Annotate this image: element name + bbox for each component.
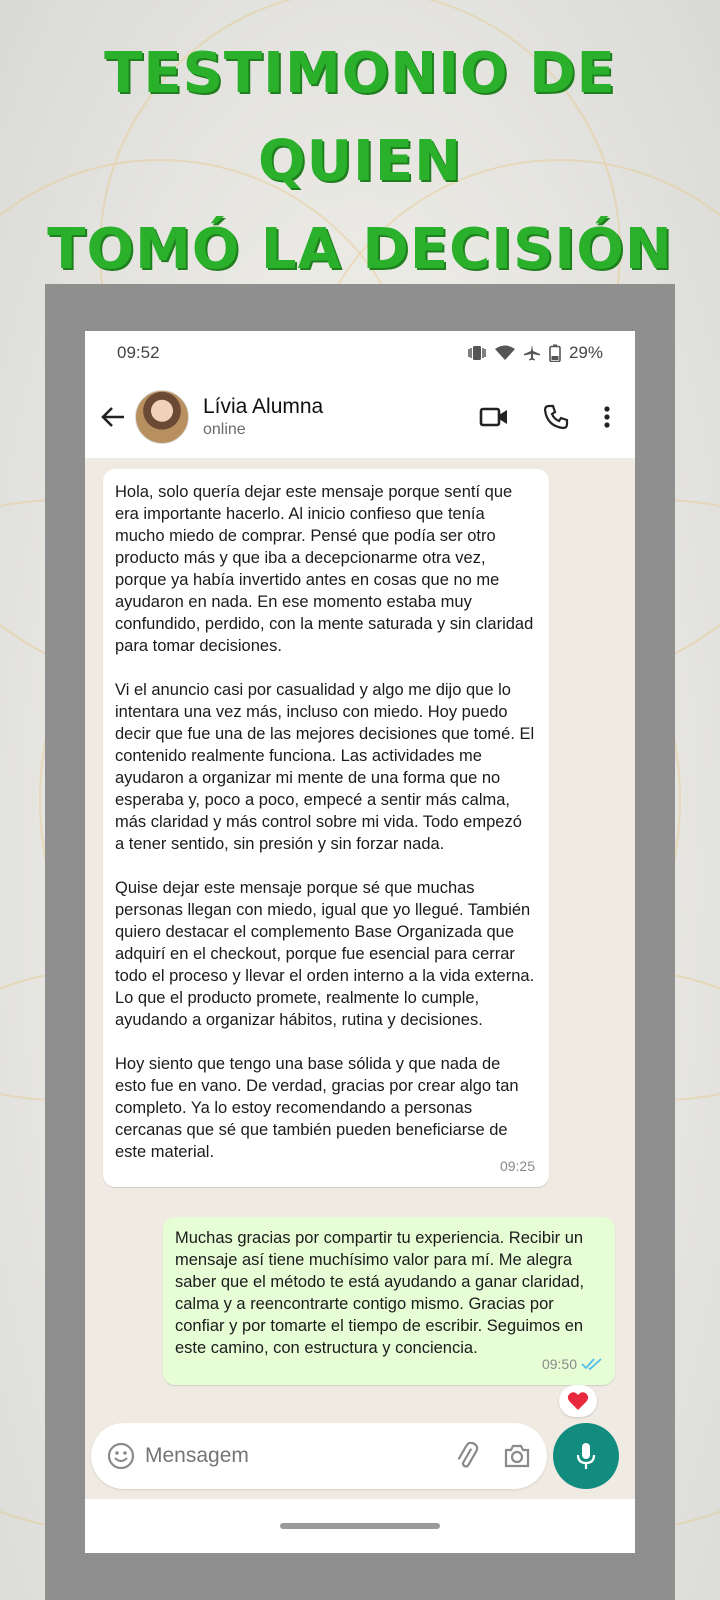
message-text: Muchas gracias por compartir tu experiencia. Recibir un mensaje así tiene muchísimo valor para mí. Me alegra saber que el método te está ayudando a ganar claridad, calma y a reencontrarte contigo mismo. Gracias por confiar y por tomarte el tiempo de escribir. Seguimos en este camino, con estructura y conciencia. xyxy=(175,1229,585,1357)
contact-name: Lívia Alumna xyxy=(203,394,324,418)
back-arrow-icon xyxy=(100,404,126,430)
double-check-icon xyxy=(581,1357,603,1371)
heart-icon xyxy=(567,1391,589,1411)
battery-icon xyxy=(549,344,561,362)
chat-header xyxy=(85,375,635,459)
contact-status: online xyxy=(203,420,246,438)
mic-icon xyxy=(575,1441,597,1471)
more-options-icon[interactable] xyxy=(603,405,611,429)
phone-call-icon[interactable] xyxy=(543,404,569,430)
chat-area[interactable] xyxy=(85,459,635,1553)
message-paragraph: Hola, solo quería dejar este mensaje porque sentí que era importante hacerlo. Al inicio confieso que tenía mucho miedo de comprar. Pensé que podía ser otro producto más y que iba a decepcionarme otra vez, porque ya había invertido antes en cosas que no me ayudaron en nada. En ese momento estaba muy confundido, perdido, con la mente saturada y sin claridad para tomar decisiones. xyxy=(115,483,534,655)
phone-screen xyxy=(85,331,635,1553)
airplane-icon xyxy=(523,344,541,362)
contact-avatar[interactable] xyxy=(135,390,189,444)
status-icons xyxy=(467,343,603,363)
message-time: 09:50 xyxy=(541,1356,577,1372)
wifi-icon xyxy=(495,345,515,361)
message-composer[interactable] xyxy=(91,1423,547,1489)
message-paragraph: Quise dejar este mensaje porque sé que muchas personas llegan con miedo, igual que yo llegué. También quiero destacar el complemento Base Organizada que adquirí en el checkout, porque fue esencial para cerrar todo el proceso y llevar el orden interno a la vida externa. Lo que el producto promete, realmente lo cumple, ayudando a organizar hábitos, rutina y decisiones. xyxy=(115,879,535,1029)
status-bar xyxy=(85,331,635,375)
voice-message-button[interactable] xyxy=(553,1423,619,1489)
contact-info[interactable] xyxy=(203,395,479,439)
message-time: 09:25 xyxy=(499,1158,535,1174)
system-navigation-bar xyxy=(85,1499,635,1553)
attach-icon[interactable] xyxy=(453,1442,481,1470)
message-paragraph: Vi el anuncio casi por casualidad y algo me dijo que lo intentara una vez más, incluso con miedo. Hoy puedo decir que fue una de las mejores decisiones que tomé. El contenido realmente funciona. Las actividades me ayudaron a organizar mi mente de una forma que no esperaba y, poco a poco, empecé a sentir más calma, más claridad y más control sobre mi vida. Todo empezó a tener sentido, sin presión y sin forzar nada. xyxy=(115,681,535,853)
headline-line-2: TOMÓ LA DECISIÓN xyxy=(47,217,673,282)
camera-icon[interactable] xyxy=(503,1443,531,1469)
video-call-icon[interactable] xyxy=(479,405,509,429)
vibrate-icon xyxy=(467,345,487,361)
emoji-icon[interactable] xyxy=(107,1442,135,1470)
back-button[interactable] xyxy=(95,399,131,435)
battery-percentage: 29% xyxy=(568,343,603,362)
headline-line-1: TESTIMONIO DE QUIEN xyxy=(104,41,616,194)
status-time: 09:52 xyxy=(117,343,160,362)
incoming-message[interactable] xyxy=(103,469,549,1187)
reaction-badge[interactable] xyxy=(559,1385,597,1417)
message-paragraph: Hoy siento que tengo una base sólida y que nada de esto fue en vano. De verdad, gracias por crear algo tan completo. Ya lo estoy recomendando a personas cercanas que sé que también pueden beneficiarse de este material. xyxy=(115,1055,519,1161)
home-gesture-handle[interactable] xyxy=(280,1523,440,1529)
message-input[interactable] xyxy=(145,1444,453,1468)
outgoing-message[interactable] xyxy=(163,1217,615,1385)
